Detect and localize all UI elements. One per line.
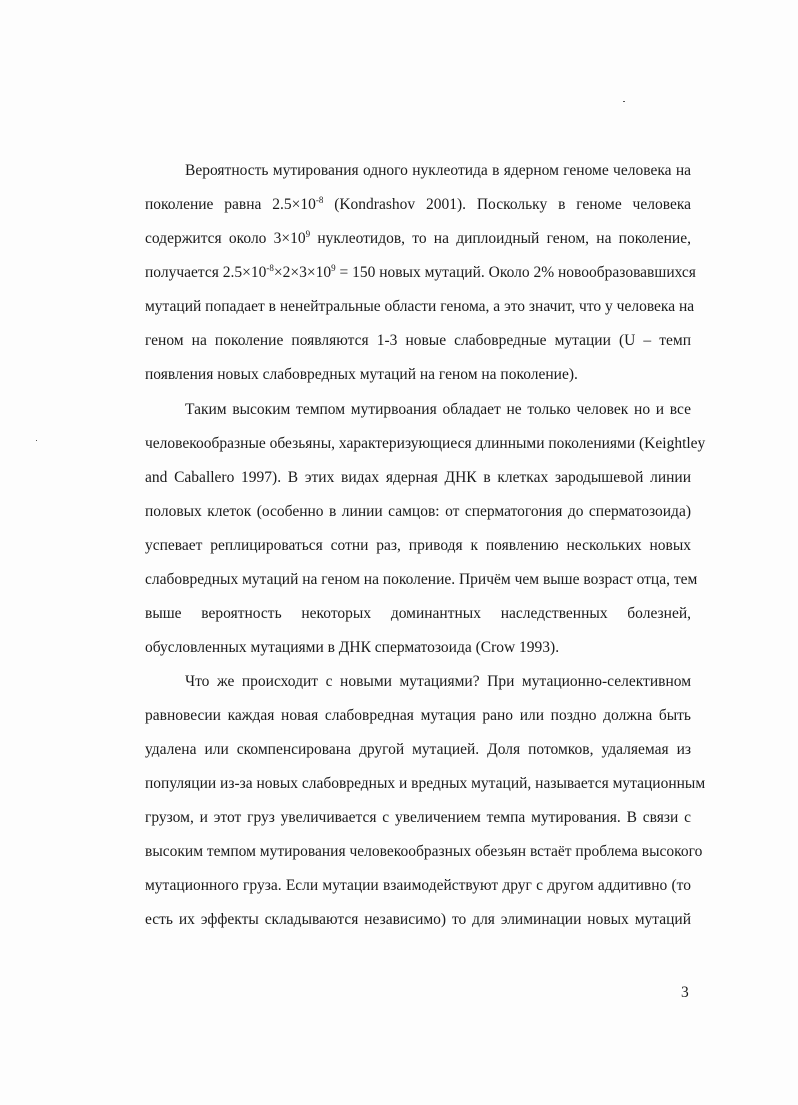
text-line: равновесии каждая новая слабовредная мутация рано или поздно должна быть (145, 707, 691, 724)
text-line: выше вероятность некоторых доминантных наследственных болезней, (145, 605, 691, 622)
scan-speck (36, 440, 37, 441)
text-line: мутаций попадает в ненейтральные области генома, а это значит, что у человека на (145, 298, 695, 315)
text-line: слабовредных мутаций на геном на поколение. Причём чем выше возраст отца, тем (145, 571, 698, 588)
page-number: 3 (681, 984, 689, 1001)
text-line: содержится около $3\times 10^9$ нуклеотидов, то на диплоидный геном, на поколение, (145, 229, 691, 247)
text-line: and Caballero 1997). В этих видах ядерная ДНК в клетках зародышевой линии (145, 469, 691, 486)
text-line: Что же происходит с новыми мутациями? При мутационно-селективном (185, 673, 691, 690)
text-line: удалена или скомпенсирована другой мутацией. Доля потомков, удаляемая из (145, 741, 691, 758)
text-line: успевает реплицироваться сотни раз, приводя к появлению нескольких новых (145, 537, 691, 554)
text-line: обусловленных мутациями в ДНК сперматозоида (Crow 1993). (145, 639, 560, 656)
text-line: поколение равна $2.5\times 10^{-8}$ (Kondrashov 2001). Поскольку в геноме человека (145, 195, 691, 213)
text-line: Вероятность мутирования одного нуклеотида в ядерном геноме человека на (185, 162, 691, 179)
text-line: есть их эффекты складываются независимо) то для элиминации новых мутаций (145, 911, 691, 928)
text-line: человекообразные обезьяны, характеризующиеся длинными поколениями (Keightley (145, 435, 706, 452)
text-line: мутационного груза. Если мутации взаимодействуют друг с другом аддитивно (то (145, 877, 691, 894)
text-line: геном на поколение появляются 1-3 новые слабовредные мутации (U – темп (145, 332, 691, 349)
text-line: половых клеток (особенно в линии самцов: от сперматогония до сперматозоида) (145, 503, 691, 520)
text-line: высоким темпом мутирования человекообразных обезьян встаёт проблема высокого (145, 843, 703, 860)
text-line: получается $2.5\times 10^{-8}\times 2\times 3\times 10^9 = 150$ новых мутаций. Около 2% новообразовавшихся (145, 263, 696, 281)
text-line: появления новых слабовредных мутаций на геном на поколение). (145, 366, 578, 383)
text-line: грузом, и этот груз увеличивается с увеличением темпа мутирования. В связи с (145, 809, 691, 826)
text-line: популяции из-за новых слабовредных и вредных мутаций, называется мутационным (145, 775, 706, 792)
scan-speck (623, 101, 625, 102)
text-line: Таким высоким темпом мутирвоания обладает не только человек но и все (185, 401, 691, 418)
